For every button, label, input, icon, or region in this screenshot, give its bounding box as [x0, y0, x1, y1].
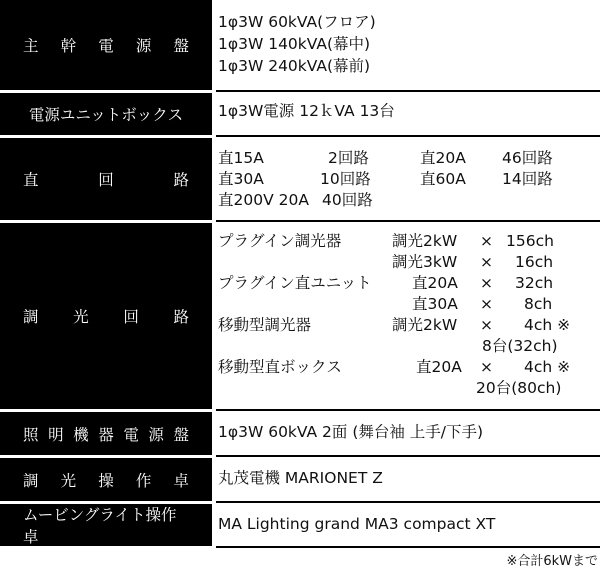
- cell: 8台(32ch): [482, 337, 558, 355]
- row-power-unit-box: [0, 93, 600, 135]
- divider: [216, 220, 600, 222]
- label-text: 電源ユニットボックス: [28, 106, 184, 124]
- label-text: ムービングライト操作卓: [23, 506, 177, 546]
- row-value: [216, 93, 598, 135]
- divider: [216, 455, 600, 457]
- cell: 20台(80ch): [476, 379, 562, 397]
- cell: 直20A: [412, 274, 458, 292]
- cell: 直15A: [218, 149, 264, 167]
- cell: 8ch: [524, 295, 553, 313]
- cell: 156ch: [506, 232, 554, 250]
- label-text: 直 回 路: [23, 171, 189, 189]
- row-moving-light-console: [0, 504, 600, 546]
- row-label: [0, 412, 212, 455]
- value-line: MA Lighting grand MA3 compact XT: [218, 515, 496, 533]
- cell: ×: [480, 274, 493, 292]
- cell: ×: [480, 232, 493, 250]
- label-text: 調 光 操 作 卓: [23, 471, 189, 490]
- row-label: [0, 223, 212, 409]
- row-value: [216, 412, 598, 455]
- cell: 40回路: [322, 191, 373, 209]
- row-value: [216, 138, 598, 220]
- value-line: 丸茂電機 MARIONET Z: [218, 469, 383, 487]
- cell: 移動型直ボックス: [218, 358, 342, 376]
- cell: 4ch ※: [524, 358, 571, 376]
- row-dimmer-circuit: [0, 223, 600, 409]
- cell: ×: [480, 316, 493, 334]
- row-label: [0, 138, 212, 220]
- cell: 直30A: [218, 170, 264, 188]
- cell: 46回路: [502, 149, 553, 167]
- cell: 直20A: [416, 358, 462, 376]
- divider: [216, 135, 600, 137]
- footnote: ※合計6kWまで: [506, 554, 598, 569]
- row-direct-circuit: [0, 138, 600, 220]
- row-main-power: [0, 0, 600, 90]
- cell: 14回路: [502, 170, 553, 188]
- divider: [216, 90, 600, 92]
- cell: 16ch: [515, 253, 554, 271]
- row-value: [216, 223, 598, 409]
- cell: 直30A: [412, 295, 458, 313]
- row-value: [216, 504, 598, 546]
- cell: 調光3kW: [392, 253, 458, 271]
- value-line: 1φ3W電源 12ｋVA 13台: [218, 102, 395, 120]
- cell: ×: [480, 358, 493, 376]
- cell: 調光2kW: [392, 316, 458, 334]
- value-line: 1φ3W 140kVA(幕中): [218, 35, 371, 53]
- value-line: 1φ3W 60kVA 2面 (舞台袖 上手/下手): [218, 423, 484, 441]
- row-label: [0, 0, 212, 90]
- cell: 直20A: [420, 149, 466, 167]
- row-label: [0, 504, 212, 546]
- cell: 32ch: [515, 274, 554, 292]
- divider: [216, 546, 600, 548]
- row-label: [0, 458, 212, 501]
- row-fixture-power-panel: [0, 412, 600, 455]
- cell: プラグイン直ユニット: [218, 274, 372, 292]
- cell: ×: [480, 295, 493, 313]
- row-value: [216, 458, 598, 501]
- label-text: 調 光 回 路: [23, 308, 189, 326]
- row-value: [216, 0, 598, 90]
- cell: 10回路: [320, 170, 371, 188]
- cell: ×: [480, 253, 493, 271]
- row-label: [0, 93, 212, 135]
- divider: [216, 501, 600, 503]
- cell: プラグイン調光器: [218, 232, 342, 250]
- cell: 移動型調光器: [218, 316, 312, 334]
- cell: 直60A: [420, 170, 466, 188]
- label-text: 照 明 機 器 電 源 盤: [23, 425, 189, 444]
- value-line: 1φ3W 60kVA(フロア): [218, 13, 376, 31]
- label-text: 主 幹 電 源 盤: [23, 37, 189, 55]
- value-line: 1φ3W 240kVA(幕前): [218, 57, 371, 75]
- cell: 2回路: [328, 149, 369, 167]
- cell: 4ch ※: [524, 316, 571, 334]
- cell: 調光2kW: [392, 232, 458, 250]
- cell: 直200V 20A: [218, 191, 309, 209]
- row-dimmer-console: [0, 458, 600, 501]
- divider: [216, 409, 600, 411]
